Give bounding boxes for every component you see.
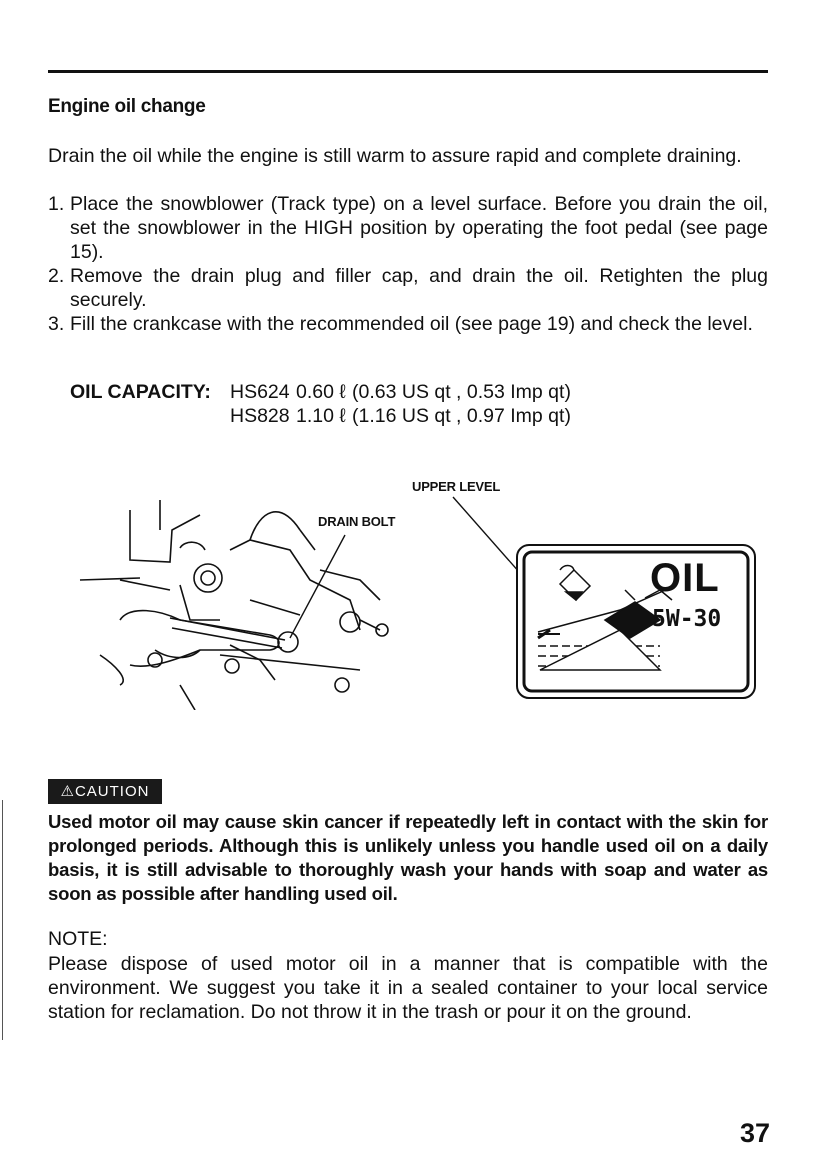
capacity-detail: (1.16 US qt , 0.97 Imp qt) [352,405,571,427]
page-number: 37 [739,1118,770,1148]
caution-text: Used motor oil may cause skin cancer if repeatedly left in contact with the skin for prolonged periods. Although this is unlikely unless you handle used oil on a daily basis, it is still advisable to thoroughly wash your hands with soap and water as soon as possible after handling used oil. [48,811,768,904]
engine-oil-illustration [60,470,770,710]
step-number: 3. [48,313,65,335]
step-text: Place the snowblower (Track type) on a level surface. Before you drain the oil, set the snowblower in the HIGH position by operating the foot pedal (see page 15). [70,193,768,263]
capacity-model: HS828 [230,405,290,427]
capacity-value: 0.60 ℓ [296,381,346,403]
step-number: 1. [48,193,65,215]
left-margin-mark [2,800,3,1040]
oil-capacity-spec [70,380,571,428]
upper-level-label: UPPER LEVEL [412,479,501,494]
step-item [48,312,768,336]
caution-badge: ⚠CAUTION [48,779,162,804]
top-rule [48,70,768,73]
step-item [48,264,768,312]
capacity-label: OIL CAPACITY: [70,381,211,403]
intro-paragraph: Drain the oil while the engine is still warm to assure rapid and complete draining. [48,145,742,167]
steps-list [48,192,768,336]
oil-label-title: OIL [650,556,720,600]
drain-bolt-label: DRAIN BOLT [318,514,396,529]
step-text: Remove the drain plug and filler cap, and drain the oil. Retighten the plug securely. [70,265,768,311]
note-label: NOTE: [48,928,108,950]
step-text: Fill the crankcase with the recommended oil (see page 19) and check the level. [70,313,753,335]
oil-label-grade: 5W-30 [652,606,722,632]
capacity-value: 1.10 ℓ [296,405,346,427]
capacity-row [70,404,571,428]
capacity-row [70,380,571,404]
capacity-detail: (0.63 US qt , 0.53 Imp qt) [352,381,571,403]
note-text: Please dispose of used motor oil in a manner that is compatible with the environment. We suggest you take it in a sealed container to your local service station for reclamation. Do not throw it in the trash or pour it on the ground. [48,953,768,1023]
step-number: 2. [48,265,65,287]
capacity-model: HS624 [230,381,290,403]
step-item [48,192,768,264]
section-title: Engine oil change [48,96,206,117]
